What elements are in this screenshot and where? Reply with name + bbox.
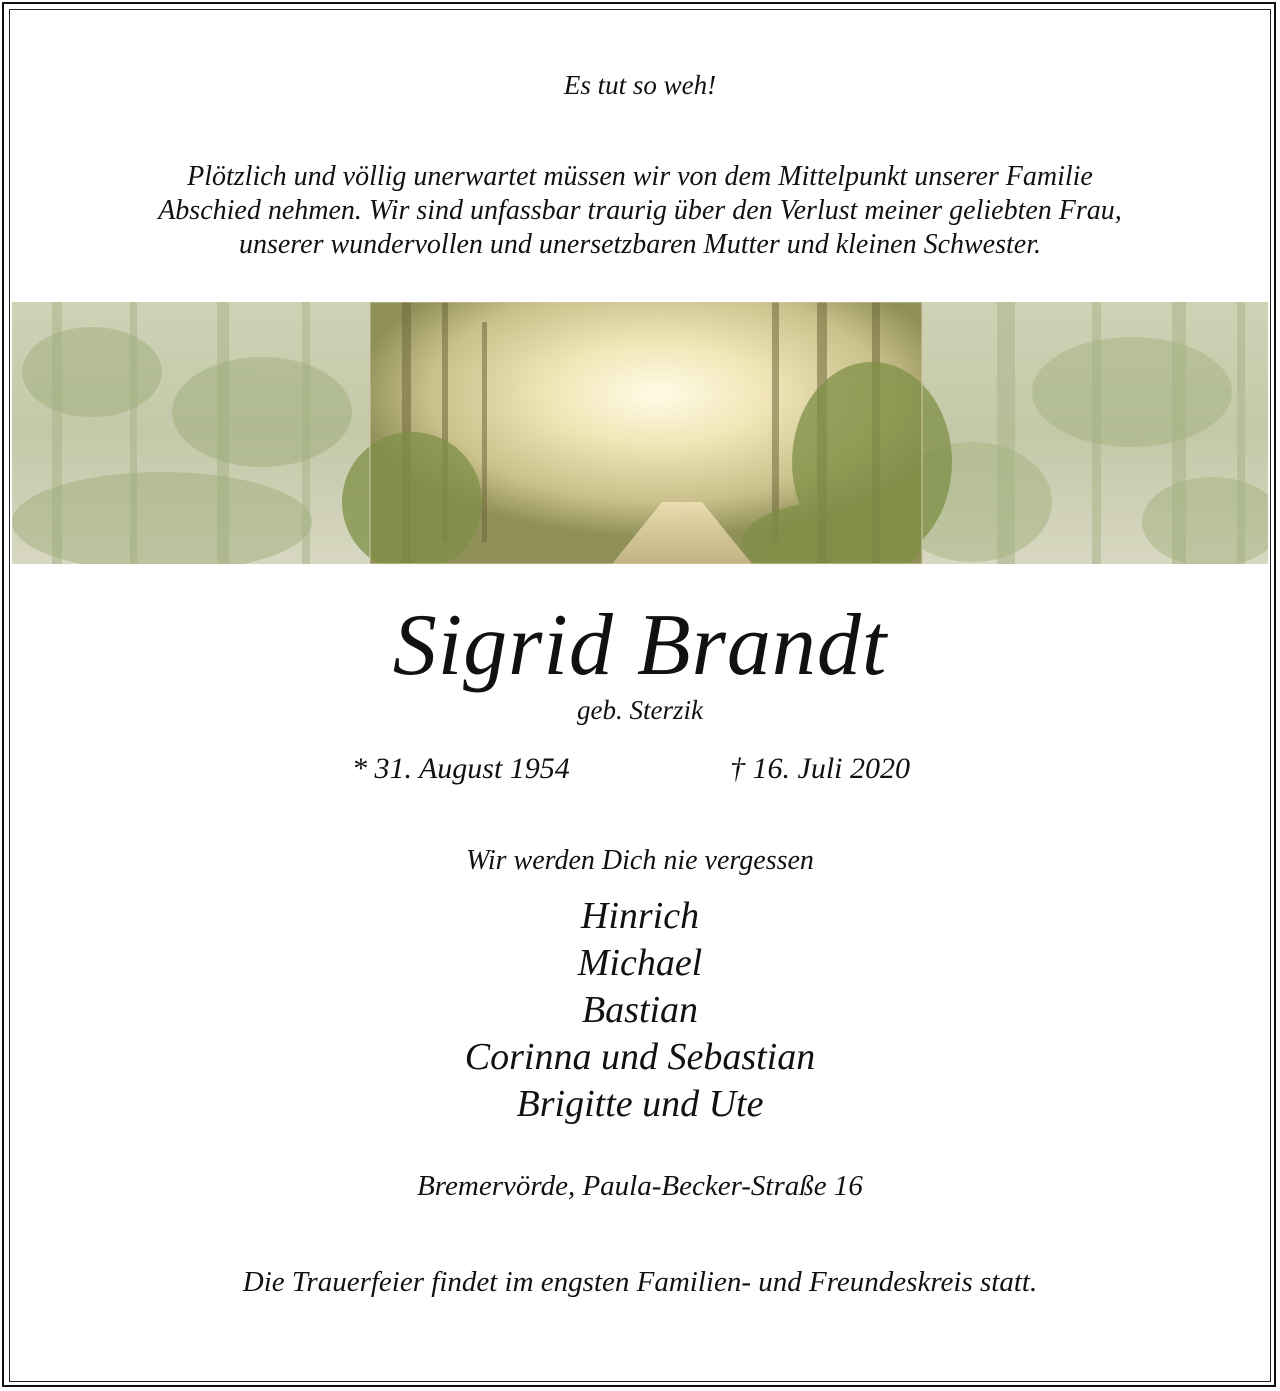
mourner-name: Hinrich xyxy=(580,895,700,937)
forest-banner-image xyxy=(12,302,1268,564)
address: Bremervörde, Paula-Becker-Straße 16 xyxy=(417,1170,863,1202)
maiden-name: geb. Sterzik xyxy=(577,695,703,725)
birth-date: * 31. August 1954 xyxy=(352,752,570,785)
service-note: Die Trauerfeier findet im engsten Familien- und Freundeskreis statt. xyxy=(242,1266,1038,1298)
farewell-line: Wir werden Dich nie vergessen xyxy=(466,845,814,876)
mourner-name: Corinna und Sebastian xyxy=(464,1036,816,1078)
deceased-name: Sigrid Brandt xyxy=(392,597,888,694)
mourner-name: Brigitte und Ute xyxy=(516,1083,764,1125)
intro-line: Plötzlich und völlig unerwartet müssen wir von dem Mittelpunkt unserer Familie xyxy=(187,161,1093,192)
intro-line: Abschied nehmen. Wir sind unfassbar traurig über den Verlust meiner geliebten Frau, xyxy=(158,195,1122,226)
death-date: † 16. Juli 2020 xyxy=(730,752,910,785)
intro-text xyxy=(0,160,1280,262)
intro-line: unserer wundervollen und unersetzbaren Mutter und kleinen Schwester. xyxy=(238,229,1041,260)
mourners-list xyxy=(0,893,1280,1128)
mourner-name: Bastian xyxy=(581,989,699,1031)
mourner-name: Michael xyxy=(577,942,703,984)
epigraph: Es tut so weh! xyxy=(563,70,717,100)
